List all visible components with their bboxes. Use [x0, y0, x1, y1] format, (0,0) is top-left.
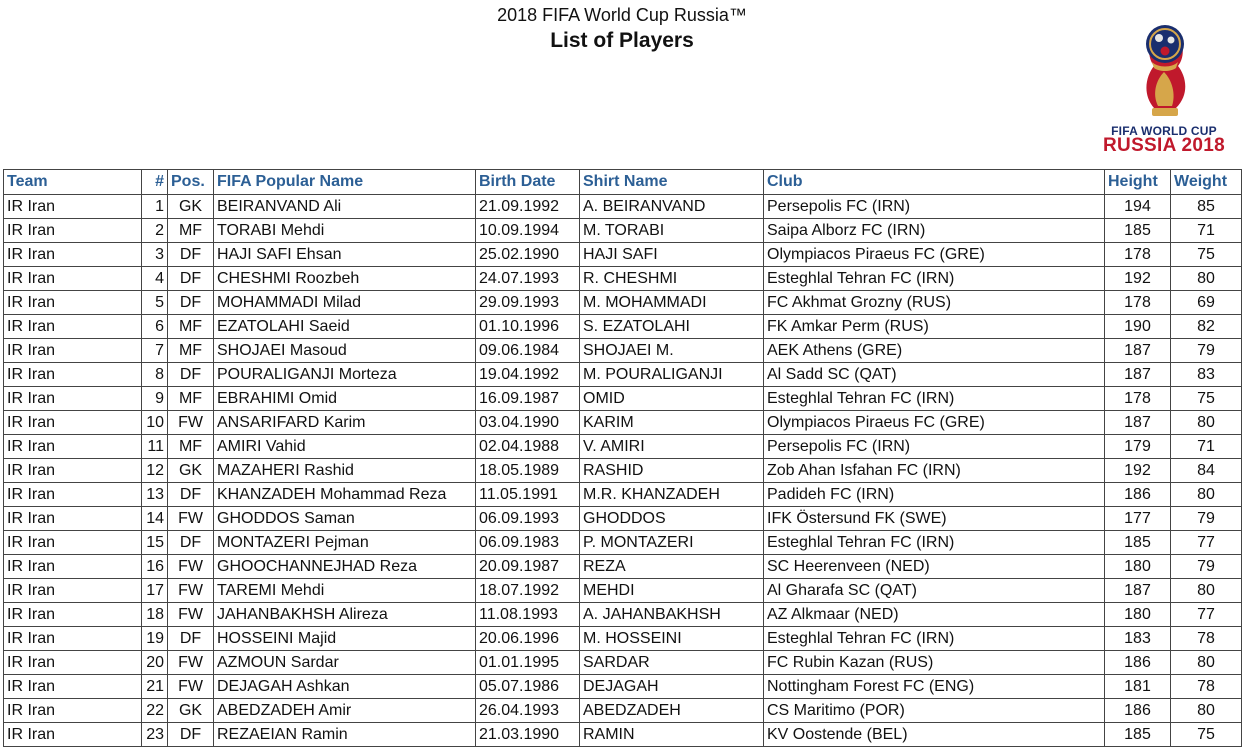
cell-height: 177 — [1105, 507, 1171, 531]
cell-height: 194 — [1105, 195, 1171, 219]
cell-number: 18 — [142, 603, 168, 627]
table-row — [4, 651, 1242, 675]
cell-shirt-name: MEHDI — [580, 579, 764, 603]
cell-position: MF — [168, 387, 214, 411]
cell-team: IR Iran — [4, 699, 142, 723]
cell-team: IR Iran — [4, 531, 142, 555]
cell-popular-name: REZAEIAN Ramin — [214, 723, 476, 747]
column-header-weight: Weight — [1171, 170, 1242, 195]
cell-popular-name: MAZAHERI Rashid — [214, 459, 476, 483]
cell-height: 187 — [1105, 579, 1171, 603]
cell-height: 187 — [1105, 363, 1171, 387]
cell-height: 179 — [1105, 435, 1171, 459]
cell-shirt-name: ABEDZADEH — [580, 699, 764, 723]
cell-number: 5 — [142, 291, 168, 315]
table-row — [4, 363, 1242, 387]
cell-popular-name: POURALIGANJI Morteza — [214, 363, 476, 387]
cell-height: 185 — [1105, 531, 1171, 555]
cell-weight: 75 — [1171, 243, 1242, 267]
cell-number: 12 — [142, 459, 168, 483]
cell-weight: 69 — [1171, 291, 1242, 315]
cell-height: 186 — [1105, 651, 1171, 675]
cell-position: MF — [168, 219, 214, 243]
cell-team: IR Iran — [4, 363, 142, 387]
cell-popular-name: JAHANBAKHSH Alireza — [214, 603, 476, 627]
cell-number: 22 — [142, 699, 168, 723]
logo-text-fifa-world-cup: FIFA WORLD CUP — [1111, 124, 1217, 138]
table-row — [4, 267, 1242, 291]
cell-team: IR Iran — [4, 387, 142, 411]
cell-weight: 79 — [1171, 555, 1242, 579]
cell-team: IR Iran — [4, 603, 142, 627]
cell-shirt-name: SHOJAEI M. — [580, 339, 764, 363]
cell-shirt-name: HAJI SAFI — [580, 243, 764, 267]
cell-number: 11 — [142, 435, 168, 459]
cell-popular-name: HOSSEINI Majid — [214, 627, 476, 651]
table-row — [4, 411, 1242, 435]
cell-team: IR Iran — [4, 435, 142, 459]
cell-weight: 83 — [1171, 363, 1242, 387]
cell-birth-date: 16.09.1987 — [476, 387, 580, 411]
cell-number: 9 — [142, 387, 168, 411]
cell-weight: 79 — [1171, 339, 1242, 363]
cell-position: DF — [168, 531, 214, 555]
cell-weight: 80 — [1171, 411, 1242, 435]
cell-club: AZ Alkmaar (NED) — [764, 603, 1105, 627]
cell-height: 192 — [1105, 459, 1171, 483]
cell-team: IR Iran — [4, 507, 142, 531]
cell-position: GK — [168, 195, 214, 219]
table-row — [4, 459, 1242, 483]
cell-number: 3 — [142, 243, 168, 267]
cell-shirt-name: M. TORABI — [580, 219, 764, 243]
cell-number: 17 — [142, 579, 168, 603]
cell-popular-name: KHANZADEH Mohammad Reza — [214, 483, 476, 507]
column-header-club: Club — [764, 170, 1105, 195]
cell-shirt-name: DEJAGAH — [580, 675, 764, 699]
cell-number: 4 — [142, 267, 168, 291]
cell-team: IR Iran — [4, 339, 142, 363]
cell-number: 20 — [142, 651, 168, 675]
cell-shirt-name: S. EZATOLAHI — [580, 315, 764, 339]
cell-popular-name: TAREMI Mehdi — [214, 579, 476, 603]
cell-shirt-name: OMID — [580, 387, 764, 411]
cell-shirt-name: M. POURALIGANJI — [580, 363, 764, 387]
cell-height: 186 — [1105, 699, 1171, 723]
cell-team: IR Iran — [4, 315, 142, 339]
cell-number: 15 — [142, 531, 168, 555]
cell-shirt-name: REZA — [580, 555, 764, 579]
cell-position: FW — [168, 555, 214, 579]
table-header-row — [4, 170, 1242, 195]
cell-club: FC Rubin Kazan (RUS) — [764, 651, 1105, 675]
cell-weight: 80 — [1171, 651, 1242, 675]
cell-weight: 85 — [1171, 195, 1242, 219]
cell-shirt-name: R. CHESHMI — [580, 267, 764, 291]
cell-team: IR Iran — [4, 411, 142, 435]
column-header-popular-name: FIFA Popular Name — [214, 170, 476, 195]
cell-birth-date: 11.08.1993 — [476, 603, 580, 627]
cell-popular-name: EZATOLAHI Saeid — [214, 315, 476, 339]
cell-position: DF — [168, 723, 214, 747]
cell-weight: 75 — [1171, 387, 1242, 411]
cell-birth-date: 03.04.1990 — [476, 411, 580, 435]
cell-club: Nottingham Forest FC (ENG) — [764, 675, 1105, 699]
cell-weight: 80 — [1171, 267, 1242, 291]
cell-club: Zob Ahan Isfahan FC (IRN) — [764, 459, 1105, 483]
cell-popular-name: MONTAZERI Pejman — [214, 531, 476, 555]
cell-team: IR Iran — [4, 459, 142, 483]
column-header-team: Team — [4, 170, 142, 195]
cell-shirt-name: SARDAR — [580, 651, 764, 675]
table-row — [4, 627, 1242, 651]
cell-position: GK — [168, 699, 214, 723]
cell-position: FW — [168, 651, 214, 675]
cell-popular-name: HAJI SAFI Ehsan — [214, 243, 476, 267]
cell-team: IR Iran — [4, 579, 142, 603]
cell-position: FW — [168, 411, 214, 435]
cell-birth-date: 01.01.1995 — [476, 651, 580, 675]
cell-shirt-name: M.R. KHANZADEH — [580, 483, 764, 507]
cell-number: 7 — [142, 339, 168, 363]
cell-birth-date: 02.04.1988 — [476, 435, 580, 459]
cell-birth-date: 26.04.1993 — [476, 699, 580, 723]
cell-popular-name: CHESHMI Roozbeh — [214, 267, 476, 291]
cell-club: Persepolis FC (IRN) — [764, 195, 1105, 219]
cell-team: IR Iran — [4, 651, 142, 675]
table-row — [4, 603, 1242, 627]
cell-birth-date: 18.07.1992 — [476, 579, 580, 603]
cell-number: 13 — [142, 483, 168, 507]
cell-height: 183 — [1105, 627, 1171, 651]
table-row — [4, 507, 1242, 531]
cell-number: 19 — [142, 627, 168, 651]
cell-club: SC Heerenveen (NED) — [764, 555, 1105, 579]
cell-height: 180 — [1105, 603, 1171, 627]
cell-height: 185 — [1105, 219, 1171, 243]
cell-position: FW — [168, 579, 214, 603]
cell-height: 186 — [1105, 483, 1171, 507]
cell-club: Olympiacos Piraeus FC (GRE) — [764, 243, 1105, 267]
cell-club: Esteghlal Tehran FC (IRN) — [764, 387, 1105, 411]
cell-weight: 79 — [1171, 507, 1242, 531]
cell-number: 14 — [142, 507, 168, 531]
table-row — [4, 387, 1242, 411]
cell-popular-name: ANSARIFARD Karim — [214, 411, 476, 435]
cell-birth-date: 20.09.1987 — [476, 555, 580, 579]
cell-club: CS Maritimo (POR) — [764, 699, 1105, 723]
column-header-birth-date: Birth Date — [476, 170, 580, 195]
logo-text-russia-2018: RUSSIA 2018 — [1103, 135, 1225, 156]
cell-position: MF — [168, 315, 214, 339]
cell-club: AEK Athens (GRE) — [764, 339, 1105, 363]
cell-position: FW — [168, 603, 214, 627]
table-row — [4, 531, 1242, 555]
cell-popular-name: DEJAGAH Ashkan — [214, 675, 476, 699]
cell-team: IR Iran — [4, 219, 142, 243]
table-row — [4, 723, 1242, 747]
cell-height: 181 — [1105, 675, 1171, 699]
cell-height: 180 — [1105, 555, 1171, 579]
cell-club: Esteghlal Tehran FC (IRN) — [764, 531, 1105, 555]
cell-number: 21 — [142, 675, 168, 699]
table-row — [4, 699, 1242, 723]
cell-number: 23 — [142, 723, 168, 747]
column-header-height: Height — [1105, 170, 1171, 195]
column-header-shirt-name: Shirt Name — [580, 170, 764, 195]
column-header-number: # — [142, 170, 168, 195]
cell-birth-date: 19.04.1992 — [476, 363, 580, 387]
cell-birth-date: 11.05.1991 — [476, 483, 580, 507]
table-row — [4, 291, 1242, 315]
cell-birth-date: 21.09.1992 — [476, 195, 580, 219]
cell-number: 6 — [142, 315, 168, 339]
cell-club: Persepolis FC (IRN) — [764, 435, 1105, 459]
cell-weight: 78 — [1171, 675, 1242, 699]
cell-team: IR Iran — [4, 723, 142, 747]
cell-shirt-name: M. HOSSEINI — [580, 627, 764, 651]
cell-shirt-name: KARIM — [580, 411, 764, 435]
cell-popular-name: BEIRANVAND Ali — [214, 195, 476, 219]
cell-club: Esteghlal Tehran FC (IRN) — [764, 267, 1105, 291]
document-header — [0, 0, 1244, 168]
cell-club: KV Oostende (BEL) — [764, 723, 1105, 747]
cell-club: IFK Östersund FK (SWE) — [764, 507, 1105, 531]
cell-weight: 75 — [1171, 723, 1242, 747]
player-rows — [4, 195, 1242, 747]
table-row — [4, 579, 1242, 603]
cell-height: 190 — [1105, 315, 1171, 339]
cell-number: 2 — [142, 219, 168, 243]
cell-height: 178 — [1105, 243, 1171, 267]
cell-birth-date: 20.06.1996 — [476, 627, 580, 651]
table-row — [4, 315, 1242, 339]
cell-birth-date: 01.10.1996 — [476, 315, 580, 339]
cell-birth-date: 09.06.1984 — [476, 339, 580, 363]
cell-number: 10 — [142, 411, 168, 435]
cell-position: MF — [168, 339, 214, 363]
cell-position: DF — [168, 243, 214, 267]
cell-popular-name: AMIRI Vahid — [214, 435, 476, 459]
cell-position: DF — [168, 267, 214, 291]
world-cup-logo — [1094, 16, 1234, 158]
cell-birth-date: 25.02.1990 — [476, 243, 580, 267]
column-header-position: Pos. — [168, 170, 214, 195]
table-row — [4, 243, 1242, 267]
cell-birth-date: 29.09.1993 — [476, 291, 580, 315]
cell-height: 185 — [1105, 723, 1171, 747]
table-row — [4, 195, 1242, 219]
cell-club: Saipa Alborz FC (IRN) — [764, 219, 1105, 243]
cell-popular-name: GHOOCHANNEJHAD Reza — [214, 555, 476, 579]
cell-popular-name: AZMOUN Sardar — [214, 651, 476, 675]
cell-birth-date: 05.07.1986 — [476, 675, 580, 699]
cell-position: DF — [168, 291, 214, 315]
table-row — [4, 219, 1242, 243]
table-row — [4, 675, 1242, 699]
cell-team: IR Iran — [4, 291, 142, 315]
cell-weight: 78 — [1171, 627, 1242, 651]
table-row — [4, 339, 1242, 363]
cell-club: Al Gharafa SC (QAT) — [764, 579, 1105, 603]
cell-weight: 80 — [1171, 483, 1242, 507]
cell-weight: 77 — [1171, 531, 1242, 555]
cell-birth-date: 18.05.1989 — [476, 459, 580, 483]
cell-height: 192 — [1105, 267, 1171, 291]
table-row — [4, 555, 1242, 579]
player-list-table — [3, 169, 1242, 747]
cell-club: Al Sadd SC (QAT) — [764, 363, 1105, 387]
cell-popular-name: SHOJAEI Masoud — [214, 339, 476, 363]
cell-position: DF — [168, 483, 214, 507]
document-title: List of Players — [550, 29, 694, 52]
cell-weight: 77 — [1171, 603, 1242, 627]
cell-popular-name: ABEDZADEH Amir — [214, 699, 476, 723]
cell-weight: 82 — [1171, 315, 1242, 339]
cell-club: Esteghlal Tehran FC (IRN) — [764, 627, 1105, 651]
cell-team: IR Iran — [4, 483, 142, 507]
cell-position: FW — [168, 675, 214, 699]
cell-position: DF — [168, 363, 214, 387]
cell-height: 178 — [1105, 387, 1171, 411]
cell-shirt-name: M. MOHAMMADI — [580, 291, 764, 315]
cell-club: FC Akhmat Grozny (RUS) — [764, 291, 1105, 315]
cell-number: 16 — [142, 555, 168, 579]
cell-position: DF — [168, 627, 214, 651]
cell-shirt-name: P. MONTAZERI — [580, 531, 764, 555]
cell-position: FW — [168, 507, 214, 531]
cell-height: 178 — [1105, 291, 1171, 315]
cell-height: 187 — [1105, 411, 1171, 435]
cell-shirt-name: A. JAHANBAKHSH — [580, 603, 764, 627]
cell-weight: 80 — [1171, 699, 1242, 723]
cell-team: IR Iran — [4, 243, 142, 267]
cell-number: 1 — [142, 195, 168, 219]
cell-weight: 80 — [1171, 579, 1242, 603]
cell-popular-name: MOHAMMADI Milad — [214, 291, 476, 315]
cell-shirt-name: RASHID — [580, 459, 764, 483]
cell-team: IR Iran — [4, 627, 142, 651]
cell-club: Olympiacos Piraeus FC (GRE) — [764, 411, 1105, 435]
world-cup-trophy-icon — [1132, 16, 1196, 122]
cell-team: IR Iran — [4, 195, 142, 219]
table-row — [4, 435, 1242, 459]
table-row — [4, 483, 1242, 507]
cell-birth-date: 24.07.1993 — [476, 267, 580, 291]
cell-shirt-name: RAMIN — [580, 723, 764, 747]
cell-weight: 84 — [1171, 459, 1242, 483]
cell-team: IR Iran — [4, 555, 142, 579]
cell-birth-date: 21.03.1990 — [476, 723, 580, 747]
cell-shirt-name: V. AMIRI — [580, 435, 764, 459]
cell-birth-date: 10.09.1994 — [476, 219, 580, 243]
cell-weight: 71 — [1171, 219, 1242, 243]
cell-birth-date: 06.09.1993 — [476, 507, 580, 531]
cell-club: Padideh FC (IRN) — [764, 483, 1105, 507]
cell-weight: 71 — [1171, 435, 1242, 459]
cell-number: 8 — [142, 363, 168, 387]
cell-birth-date: 06.09.1983 — [476, 531, 580, 555]
cell-height: 187 — [1105, 339, 1171, 363]
cell-shirt-name: GHODDOS — [580, 507, 764, 531]
cell-popular-name: GHODDOS Saman — [214, 507, 476, 531]
cell-shirt-name: A. BEIRANVAND — [580, 195, 764, 219]
cell-team: IR Iran — [4, 267, 142, 291]
cell-popular-name: EBRAHIMI Omid — [214, 387, 476, 411]
cell-team: IR Iran — [4, 675, 142, 699]
cell-position: MF — [168, 435, 214, 459]
cell-position: GK — [168, 459, 214, 483]
document-subtitle: 2018 FIFA World Cup Russia™ — [497, 5, 747, 25]
cell-popular-name: TORABI Mehdi — [214, 219, 476, 243]
cell-club: FK Amkar Perm (RUS) — [764, 315, 1105, 339]
